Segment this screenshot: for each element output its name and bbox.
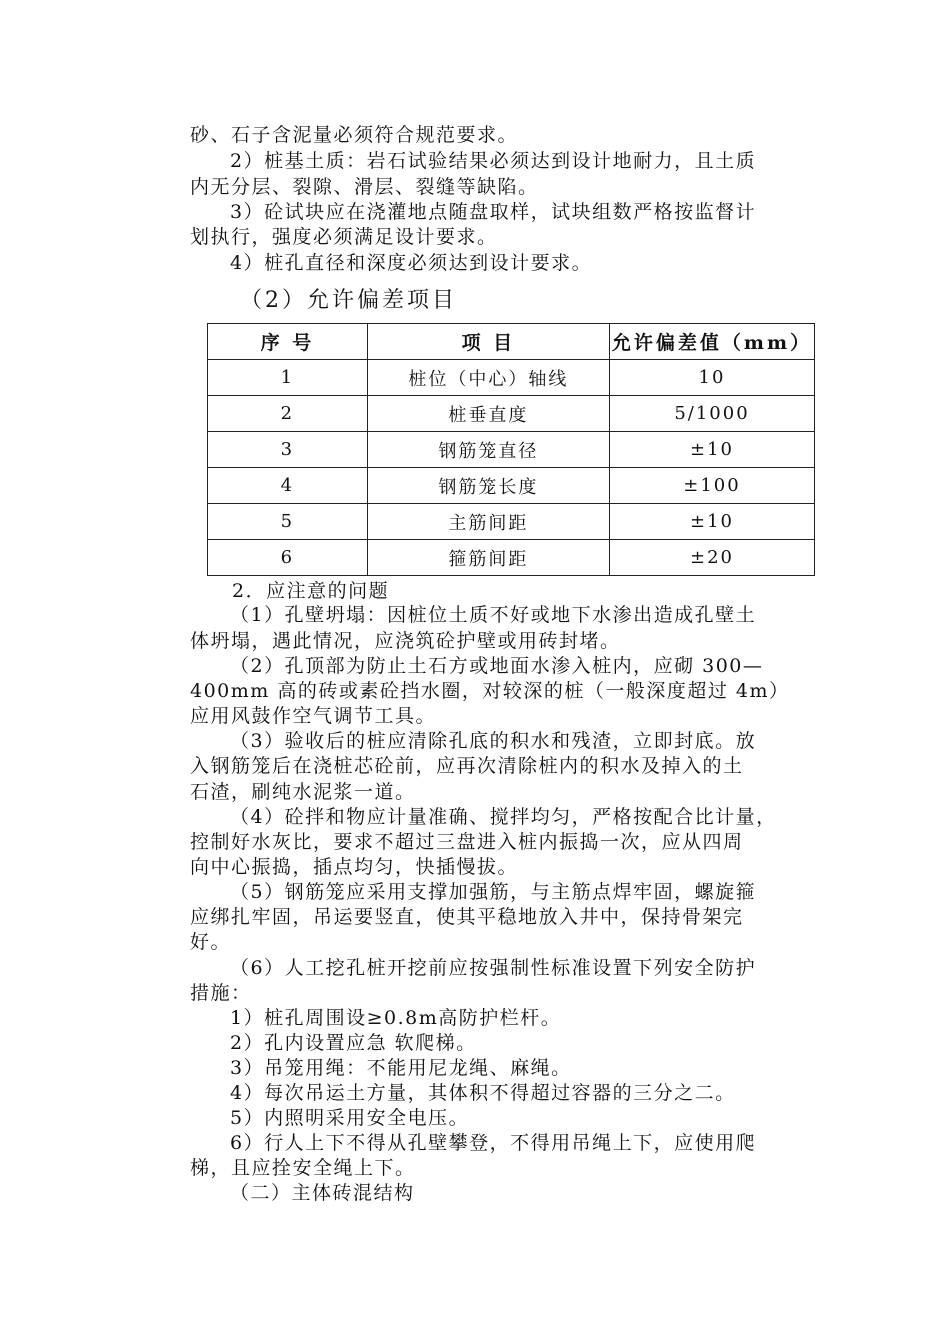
list-item: 5）内照明采用安全电压。 [230,1107,470,1129]
section-title: （二）主体砖混结构 [230,1182,415,1204]
table-row [208,504,815,540]
section-title: 2．应注意的问题 [232,580,390,602]
cell-number: 2 [208,396,368,432]
tolerance-table [207,323,815,576]
column-header-tolerance: 允许偏差值（mm） [609,324,814,360]
paragraph-line: （5）钢筋笼应采用支撑加强筋，与主筋点焊牢固，螺旋箍 [230,881,757,903]
cell-item: 桩位（中心）轴线 [367,360,609,396]
cell-number: 6 [208,540,368,576]
cell-tolerance: 10 [609,360,814,396]
cell-number: 4 [208,468,368,504]
cell-item: 钢筋笼直径 [367,432,609,468]
list-item: 3）吊笼用绳：不能用尼龙绳、麻绳。 [230,1057,572,1079]
cell-tolerance: 5/1000 [609,396,814,432]
paragraph-line: 内无分层、裂隙、滑层、裂缝等缺陷。 [190,176,539,198]
list-item: 6）行人上下不得从孔壁攀登，不得用吊绳上下，应使用爬 [230,1132,757,1154]
paragraph-line: 4）桩孔直径和深度必须达到设计要求。 [230,252,593,274]
table-row [208,360,815,396]
cell-item: 钢筋笼长度 [367,468,609,504]
paragraph-line: 梯，且应拴安全绳上下。 [190,1157,416,1179]
cell-item: 桩垂直度 [367,396,609,432]
cell-item: 主筋间距 [367,504,609,540]
table-row [208,540,815,576]
paragraph-line: 控制好水灰比，要求不超过三盘进入桩内振捣一次，应从四周 [190,831,744,853]
paragraph-line: （6）人工挖孔桩开挖前应按强制性标准设置下列安全防护 [230,957,757,979]
cell-number: 5 [208,504,368,540]
list-item: 2）孔内设置应急 软爬梯。 [230,1032,477,1054]
paragraph-line: （4）砼拌和物应计量准确、搅拌均匀，严格按配合比计量， [230,806,777,828]
paragraph-line: 好。 [190,931,232,953]
cell-number: 3 [208,432,368,468]
paragraph-line: 2）桩基土质：岩石试验结果必须达到设计地耐力，且土质 [230,150,757,172]
table-row [208,468,815,504]
paragraph-line: 入钢筋笼后在浇桩芯砼前，应再次清除桩内的积水及掉入的土 [190,755,744,777]
table-header-row [208,324,815,360]
list-item: 4）每次吊运土方量，其体积不得超过容器的三分之二。 [230,1082,736,1104]
paragraph-line: （1）孔壁坍塌：因桩位土质不好或地下水渗出造成孔壁土 [230,604,757,626]
table-row [208,396,815,432]
column-header-item: 项 目 [367,324,609,360]
cell-tolerance: ±20 [609,540,814,576]
paragraph-line: 石渣，刷纯水泥浆一道。 [190,781,416,803]
paragraph-line: （2）孔顶部为防止土石方或地面水渗入桩内，应砌 300— [230,655,764,677]
paragraph-line: 措施： [190,982,252,1004]
paragraph-line: 应用风鼓作空气调节工具。 [190,705,437,727]
paragraph-line: 砂、石子含泥量必须符合规范要求。 [190,124,519,146]
paragraph-line: （3）验收后的桩应清除孔底的积水和残渣，立即封底。放 [230,730,757,752]
paragraph-line: 400mm 高的砖或素砼挡水圈，对较深的桩（一般深度超过 4m） [190,680,790,702]
table-row [208,432,815,468]
paragraph-line: 划执行，强度必须满足设计要求。 [190,226,498,248]
cell-number: 1 [208,360,368,396]
paragraph-line: 3）砼试块应在浇灌地点随盘取样，试块组数严格按监督计 [230,201,757,223]
cell-item: 箍筋间距 [367,540,609,576]
section-heading: （2）允许偏差项目 [240,288,457,313]
column-header-number: 序 号 [208,324,368,360]
paragraph-line: 体坍塌，遇此情况，应浇筑砼护壁或用砖封堵。 [190,630,621,652]
cell-tolerance: ±10 [609,504,814,540]
list-item: 1）桩孔周围设≥0.8m高防护栏杆。 [230,1007,562,1029]
cell-tolerance: ±100 [609,468,814,504]
paragraph-line: 应绑扎牢固，吊运要竖直，使其平稳地放入井中，保持骨架完 [190,906,744,928]
paragraph-line: 向中心振捣，插点均匀，快插慢拔。 [190,856,519,878]
cell-tolerance: ±10 [609,432,814,468]
